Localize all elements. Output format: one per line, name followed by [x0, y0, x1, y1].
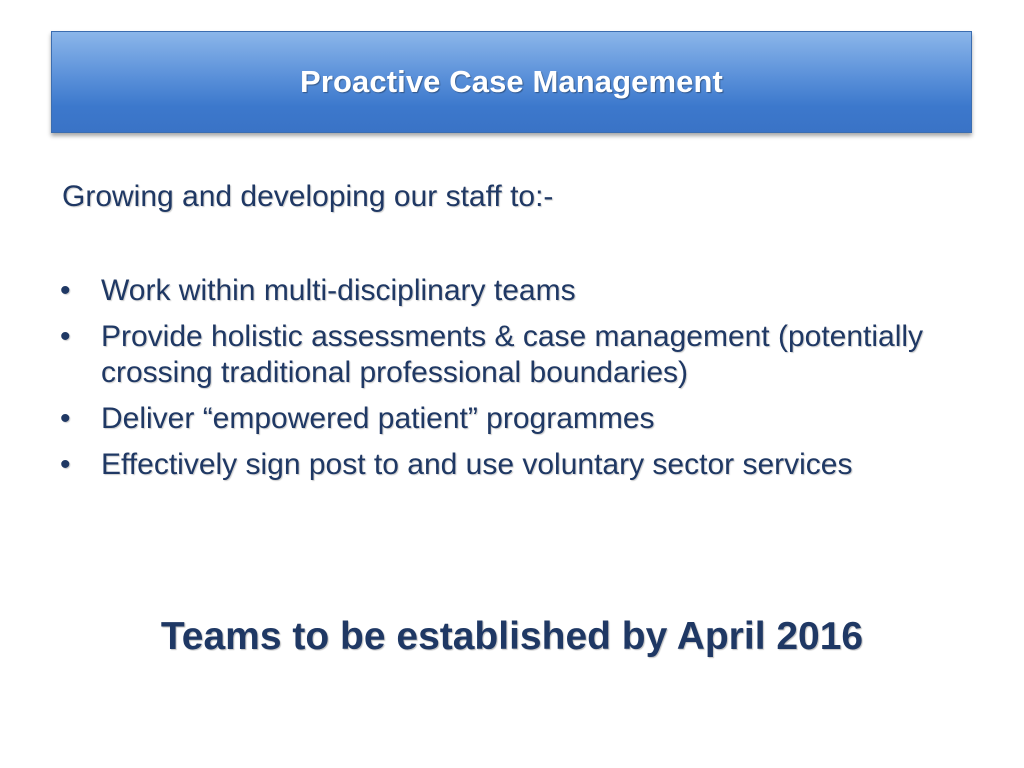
bullet-item [58, 401, 958, 437]
bullet-item [58, 319, 958, 391]
bullet-item [58, 447, 958, 483]
bullet-icon: • [60, 402, 71, 435]
footer-statement: Teams to be established by April 2016 [160, 615, 864, 658]
bullet-text: Provide holistic assessments & case management (potentially crossing traditional professional boundaries) [101, 320, 924, 389]
bullet-text: Work within multi-disciplinary teams [101, 274, 576, 307]
bullet-text: Deliver “empowered patient” programmes [101, 402, 655, 435]
bullet-item [58, 273, 958, 309]
bullet-icon: • [60, 320, 71, 353]
slide-title: Proactive Case Management [300, 64, 723, 99]
bullet-icon: • [60, 274, 71, 307]
intro-text: Growing and developing our staff to:- [62, 180, 554, 213]
bullet-list [58, 273, 958, 493]
bullet-text: Effectively sign post to and use voluntary sector services [101, 448, 853, 481]
title-banner [51, 31, 972, 133]
bullet-icon: • [60, 448, 71, 481]
